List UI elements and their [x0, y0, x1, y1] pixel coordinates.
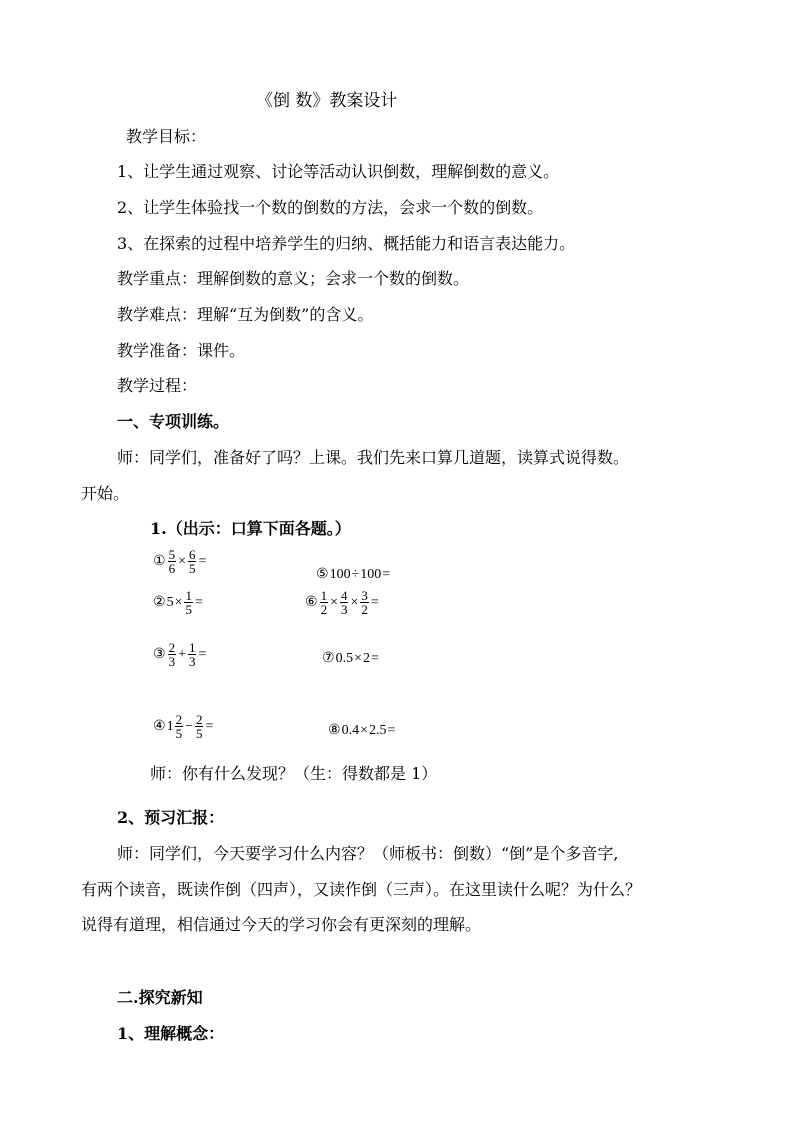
exercise-3 — [153, 641, 207, 668]
teacher-line-1: 师：同学们，准备好了吗？上课。我们先来口算几道题，读算式说得数。 — [117, 448, 630, 467]
circled-6: ⑥ — [305, 595, 318, 610]
fraction: $\frac{3}{2}$ — [361, 588, 368, 617]
page-title: 《倒 数》教案设计 — [256, 91, 398, 111]
fraction: $\frac{2}{5}$ — [175, 712, 183, 741]
equals-sign: = — [194, 594, 203, 610]
exercise-2: ② 5 × $\frac{1}{5}$ = — [153, 588, 203, 617]
section-3-heading: 二.探究新知 — [117, 988, 203, 1007]
fraction: $\frac{6}{5}$ — [188, 547, 196, 576]
times-sign: × — [350, 594, 359, 610]
goal-3: 3、在探索的过程中培养学生的归纳、概括能力和语言表达能力。 — [117, 234, 576, 253]
equals-sign: = — [370, 594, 379, 610]
circled-4: ④ — [153, 719, 166, 734]
fraction: $\frac{4}{3}$ — [340, 588, 348, 617]
teacher-question: 师：你有什么发现？（生：得数都是 1） — [150, 764, 438, 783]
times-sign: × — [360, 722, 368, 738]
minus-sign: − — [185, 718, 193, 734]
fraction: $\frac{1}{3}$ — [188, 640, 196, 669]
equals-sign: = — [382, 566, 391, 582]
section-1-heading: 一、专项训练。 — [117, 412, 230, 431]
times-sign: × — [354, 650, 362, 666]
divide-sign: ÷ — [351, 566, 360, 582]
exercise-5: ⑤ 100 ÷ 100 = — [316, 566, 391, 582]
times-sign: × — [174, 594, 183, 610]
teacher-line-2: 开始。 — [81, 484, 130, 503]
process-heading: 教学过程： — [117, 376, 198, 395]
exercise-heading: 1.（出示：口算下面各题。） — [150, 519, 351, 538]
circled-3: ③ — [153, 647, 166, 662]
preparation: 教学准备：课件。 — [117, 341, 246, 360]
equals-sign: = — [205, 718, 214, 734]
exercise-1 — [153, 548, 207, 575]
circled-5: ⑤ — [316, 567, 329, 582]
difficulty: 教学难点：理解“互为倒数”的含义。 — [117, 305, 374, 324]
goal-2: 2、让学生体验找一个数的倒数的方法，会求一个数的倒数。 — [117, 198, 544, 217]
section-3-1-heading: 1、理解概念： — [117, 1024, 225, 1043]
teacher-line-5: 说得有道理，相信通过今天的学习你会有更深刻的理解。 — [81, 915, 482, 934]
exercise-7: ⑦ 0.5 × 2 = — [322, 650, 379, 666]
goal-1: 1、让学生通过观察、讨论等活动认识倒数，理解倒数的意义。 — [117, 162, 560, 181]
exercise-6 — [305, 589, 380, 616]
teacher-line-3: 师：同学们，今天要学习什么内容？（师板书：倒数）“倒”是个多音字, — [117, 844, 619, 863]
fraction: $\frac{2}{3}$ — [168, 640, 176, 669]
exercise-4: ④ 1 $\frac{2}{5}$ − $\frac{2}{5}$ = — [153, 712, 214, 741]
equals-sign: = — [198, 553, 207, 569]
section-2-heading: 2、预习汇报： — [117, 808, 225, 827]
equals-sign: = — [370, 650, 379, 666]
circled-1: ① — [153, 554, 166, 569]
fraction: $\frac{1}{5}$ — [185, 588, 192, 617]
plus-sign: + — [178, 646, 186, 662]
equals-sign: = — [198, 646, 207, 662]
fraction: $\frac{1}{2}$ — [320, 588, 328, 617]
goal-heading: 教学目标： — [126, 127, 207, 146]
key-point: 教学重点：理解倒数的意义；会求一个数的倒数。 — [117, 269, 470, 288]
equals-sign: = — [387, 722, 396, 738]
exercise-8: ⑧ 0.4 × 2.5 = — [328, 722, 396, 738]
times-sign: × — [178, 553, 186, 569]
circled-8: ⑧ — [328, 723, 341, 738]
fraction: $\frac{5}{6}$ — [168, 547, 176, 576]
times-sign: × — [330, 594, 338, 610]
circled-7: ⑦ — [322, 651, 335, 666]
circled-2: ② — [153, 595, 166, 610]
teacher-line-4: 有两个读音，既读作倒（四声），又读作倒（三声）。在这里读什么呢？为什么？ — [81, 880, 642, 899]
fraction: $\frac{2}{5}$ — [195, 712, 203, 741]
